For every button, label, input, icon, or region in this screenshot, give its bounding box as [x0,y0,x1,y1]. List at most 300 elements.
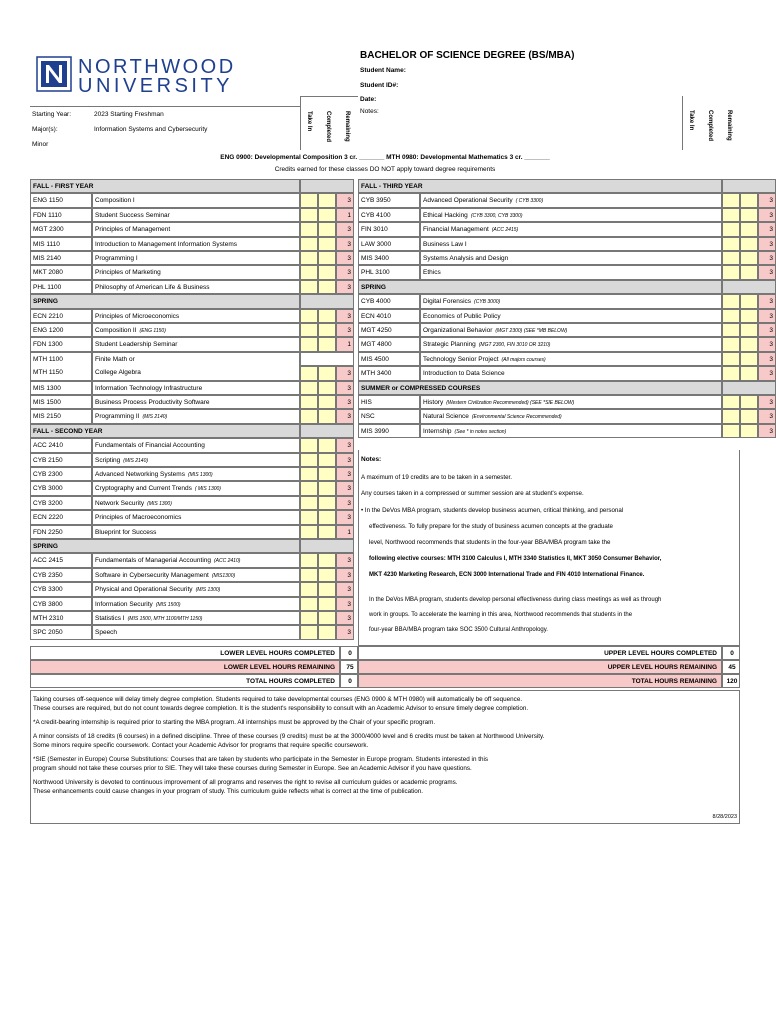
course-name [92,496,300,510]
info-block [30,106,300,150]
course-code [30,611,92,625]
remaining-credits: 3 [758,309,776,323]
notes-p2: Any courses taken in a compressed or summer session are at student's expense. [361,490,584,497]
course-code-text: FDN 2250 [33,528,63,536]
course-code-text: SPC 2050 [33,629,63,637]
remaining-credits: 3 [336,625,354,639]
course-code-text: ECN 2220 [33,514,63,522]
course-code [358,294,420,308]
take-in-cell [300,309,318,323]
lower-completed-label: LOWER LEVEL HOURS COMPLETED [30,646,340,660]
curriculum-guide [30,48,773,828]
take-in-cell [300,625,318,639]
course-code-alt: MTH 1150 [33,368,63,376]
course-code [358,208,420,222]
remaining-credits: 3 [336,251,354,265]
course-code [30,208,92,222]
course-name [420,352,722,366]
course-name [92,553,300,567]
course-code-text: CYB 4000 [361,298,391,306]
course-name-text: Ethics [423,269,441,277]
course-prereq-note: (MIS 1500, MTH 1100/MTH 1150) [127,616,203,622]
take-in-cell [300,525,318,539]
course-code-text: MTH 1100 [33,355,63,363]
remaining-credits: 3 [336,553,354,567]
course-name-text: Digital Forensics [423,298,472,306]
course-name-text: Fundamentals of Managerial Accounting [95,557,211,565]
course-name [420,366,722,380]
completed-cell [318,625,336,639]
take-in-cell [300,553,318,567]
completed-cell [740,323,758,337]
course-prereq-note: (MIS 1300) [147,500,172,507]
remaining-credits: 3 [758,352,776,366]
course-name-text: Programming I [95,255,138,262]
remaining-credits: 3 [758,251,776,265]
right-completed-header: Completed [707,110,713,142]
majors-label: Major(s): [32,126,58,133]
course-code [358,395,420,409]
course-code [30,337,92,351]
right-col-headers [682,96,740,150]
remaining-credits: 3 [336,453,354,467]
course-name-text: Systems Analysis and Design [423,255,509,262]
notes-box [358,450,740,646]
take-in-cell [300,510,318,524]
course-code-text: CYB 3000 [33,485,63,493]
course-name [92,280,300,294]
remaining-credits: 3 [336,568,354,582]
course-name [92,568,300,582]
course-code [30,525,92,539]
completed-cell [318,265,336,279]
course-code-text: CYB 2150 [33,456,63,464]
completed-cell [318,409,336,423]
take-in-cell [722,424,740,438]
take-in-cell [300,237,318,251]
completed-cell [740,251,758,265]
completed-cell [318,438,336,452]
notes-p3-l4: MKT 4230 Marketing Research, ECN 3000 International Trade and FIN 4010 International Finance. [369,572,645,578]
course-name-text: Blueprint for Success [95,528,157,536]
left-completed-header: Completed [325,111,331,143]
course-prereq-note: (MIS 1300) [187,472,213,478]
course-name [92,467,300,481]
course-name-text: Principles of Marketing [95,269,161,277]
notes-p4-l0: In the DeVos MBA program, students develop personal effectiveness during class meetings as well as through [369,597,662,603]
lower-remaining-value: 75 [340,660,358,674]
course-code-text: FDN 1300 [33,341,63,349]
take-in-cell [300,208,318,222]
course-name [420,251,722,265]
course-code-text: MTH 2310 [33,615,64,622]
footer-line-8: These enhancements could cause changes in your program of study. This curriculum guide reflects what is correct at the time of publication. [33,788,424,795]
course-name [92,525,300,539]
course-code-text: ENG 1150 [33,197,63,205]
course-code [30,597,92,611]
course-name-text: Composition II [95,327,137,334]
starting-year-value: 2023 Starting Freshman [94,111,164,118]
course-prereq-note: (Western Civilization Recommended) (SEE *SIE BELOW) [446,400,575,406]
course-name [92,395,300,409]
course-name-text: Composition I [95,197,135,205]
footer-line-3: A minor consists of 18 credits (6 courses) in a defined discipline. Three of these courses (9 credits) must be at the 3000/4000 level and 6 credits must be taken at Northwood University. [33,733,545,740]
completed-cell [318,611,336,625]
course-code [358,323,420,337]
student-name-label: Student Name: [360,67,406,74]
course-name-text: Philosophy of American Life & Business [95,283,210,291]
course-code [358,222,420,236]
take-in-cell [722,237,740,251]
course-code [358,251,420,265]
credits-note-line: Credits earned for these classes DO NOT apply toward degree requirements [274,166,496,173]
remaining-credits: 3 [758,424,776,438]
course-name [420,409,722,423]
right-take-in-header: Take In [688,110,694,131]
completed-cell [318,467,336,481]
footer-line-4: Some minors require specific coursework. Contact your Academic Advisor for programs that require specific coursework. [33,742,369,749]
course-prereq-note: (MGT 2300) (SEE *MB BELOW) [495,328,568,334]
completed-cell [318,381,336,395]
course-name [92,352,300,381]
course-prereq-note: (MIS1300) [211,572,236,579]
course-name-text: Cryptography and Current Trends [95,485,192,493]
footer-line-1: These courses are required, but do not count towards degree completion. It is the student's responsibility to consult with an Academic Advisor to ensure timely degree completion. [33,705,529,712]
course-prereq-note: (MIS 1500) [155,601,181,608]
course-code-text: CYB 3300 [33,586,63,594]
take-in-cell [300,611,318,625]
course-code-text: PHL 1100 [33,283,62,291]
notes-p1: A maximum of 19 credits are to be taken in a semester. [361,474,512,481]
course-code-text: MKT 2080 [33,269,63,277]
total-completed-value: 0 [340,674,358,688]
course-name-text: Fundamentals of Financial Accounting [95,442,205,450]
take-in-cell [722,309,740,323]
course-name-text: Principles of Macroeconomics [95,514,182,522]
completed-cell [318,280,336,294]
remaining-credits: 3 [336,222,354,236]
course-name-text: Natural Science [423,413,469,421]
lower-remaining-label: LOWER LEVEL HOURS REMAINING [30,660,340,674]
course-code-text: MIS 3990 [361,427,389,435]
completed-cell [318,366,336,380]
blank-cell [300,352,354,366]
course-prereq-note: (MGT 2300, FIN 3010 OR 3210) [478,342,551,349]
right-section-title-fill [722,179,776,193]
course-code-text: MIS 4500 [361,355,389,363]
starting-year-label: Starting Year: [32,111,72,118]
course-name-text: Organizational Behavior [423,327,493,334]
course-prereq-note: ( CYB 3300) [515,198,544,205]
completed-cell [318,481,336,495]
course-code-text: CYB 3800 [33,600,63,608]
course-code-text: MIS 1110 [33,240,60,248]
completed-cell [318,309,336,323]
completed-cell [318,510,336,524]
left-section-title-fill [300,424,354,438]
remaining-credits: 3 [758,337,776,351]
course-code-text: ACC 2415 [33,557,63,565]
course-code-text: FIN 3010 [361,226,388,234]
date-label: Date: [360,96,377,103]
course-code-text: ECN 4010 [361,312,391,320]
take-in-cell [722,337,740,351]
right-section-title-fill [722,381,776,395]
course-name [92,323,300,337]
notes-p3-l2: level, Northwood recommends that students in the four-year BBA/MBA program take the [369,539,611,546]
completed-cell [740,222,758,236]
take-in-cell [722,409,740,423]
course-name-text: Economics of Public Policy [423,312,501,320]
course-name-text: Programming II [95,413,140,421]
course-code [30,222,92,236]
course-name-text: Ethical Hacking [423,211,468,219]
completed-cell [318,525,336,539]
course-name [92,438,300,452]
right-section-title: SPRING [358,280,722,294]
course-prereq-note: (ENG 1150) [139,328,166,334]
course-code [358,409,420,423]
left-section-title-fill [300,539,354,553]
completed-cell [318,193,336,207]
right-section-title: FALL - THIRD YEAR [358,179,722,193]
course-code [358,424,420,438]
completed-cell [318,582,336,596]
course-name [92,222,300,236]
course-name [420,424,722,438]
course-code [358,366,420,380]
completed-cell [318,453,336,467]
course-name [420,265,722,279]
course-prereq-note: (MIS 2140) [142,414,168,421]
left-section-title: FALL - FIRST YEAR [30,179,300,193]
take-in-cell [300,323,318,337]
course-name-text: History [423,399,444,406]
course-name-text: Statistics I [95,615,125,622]
course-code [30,625,92,639]
upper-remaining-label: UPPER LEVEL HOURS REMAINING [358,660,722,674]
course-code-text: MTH 3400 [361,370,392,378]
course-name [420,323,722,337]
course-code [30,280,92,294]
remaining-credits: 3 [758,237,776,251]
remaining-credits: 3 [336,409,354,423]
northwood-emblem-icon [36,56,72,92]
remaining-credits: 3 [336,510,354,524]
course-name-text: Business Process Productivity Software [95,399,210,406]
course-name-text: Technology Senior Project [423,355,499,363]
course-code [30,510,92,524]
course-name [92,582,300,596]
course-name [92,597,300,611]
completed-cell [318,597,336,611]
completed-cell [318,395,336,409]
remaining-credits: 3 [336,481,354,495]
notes-p4-l1: work in groups. To accelerate the learning in this area, Northwood recommends that students in the [369,612,633,618]
left-section-title-fill [300,294,354,308]
course-name [92,251,300,265]
course-name [420,337,722,351]
take-in-cell [300,438,318,452]
take-in-cell [722,294,740,308]
completed-cell [318,251,336,265]
course-name [92,409,300,423]
remaining-credits: 3 [336,381,354,395]
course-name-text: Principles of Microeconomics [95,312,180,320]
remaining-credits: 3 [336,323,354,337]
completed-cell [740,424,758,438]
take-in-cell [300,409,318,423]
course-name-text: Introduction to Management Information Systems [95,240,237,248]
course-name [92,481,300,495]
course-name-text: Introduction to Data Science [423,370,505,378]
completed-cell [740,294,758,308]
course-name [92,453,300,467]
course-name [92,611,300,625]
take-in-cell [300,251,318,265]
take-in-cell [300,582,318,596]
take-in-cell [300,381,318,395]
take-in-cell [300,280,318,294]
course-name-text: Physical and Operational Security [95,586,193,594]
completed-cell [740,409,758,423]
take-in-cell [300,337,318,351]
course-prereq-note: (MIS 2140) [123,457,149,464]
course-name-text: Financial Management [423,226,489,234]
right-remaining-header: Remaining [726,110,732,141]
course-code [30,395,92,409]
course-code [30,568,92,582]
take-in-cell [300,481,318,495]
completed-cell [318,237,336,251]
course-name [92,625,300,639]
remaining-credits: 3 [336,193,354,207]
course-code [358,237,420,251]
footer-line-2: *A credit-bearing internship is required prior to starting the MBA program. All internships must be approved by the Chair of your specific program. [33,719,436,726]
course-name-text: Student Leadership Seminar [95,341,178,349]
student-id-label: Student ID#: [360,82,399,89]
course-name [92,510,300,524]
majors-value: Information Systems and Cybersecurity [94,126,208,133]
left-take-in-header: Take In [306,111,312,132]
notes-title: Notes: [361,456,382,463]
course-name-text: Principles of Management [95,226,171,234]
course-prereq-note: (All majors courses) [501,356,546,363]
total-completed-label: TOTAL HOURS COMPLETED [30,674,340,688]
take-in-cell [300,597,318,611]
remaining-credits: 3 [336,438,354,452]
take-in-cell [722,265,740,279]
upper-completed-value: 0 [722,646,740,660]
completed-cell [318,208,336,222]
remaining-credits: 3 [336,309,354,323]
completed-cell [318,323,336,337]
take-in-cell [722,366,740,380]
take-in-cell [722,222,740,236]
header-notes-label: Notes: [360,108,379,115]
course-code-text: CYB 2300 [33,471,63,478]
take-in-cell [300,467,318,481]
take-in-cell [722,193,740,207]
course-prereq-note: (CYB 3300, CYB 3300) [470,212,523,219]
course-code [30,251,92,265]
course-code-text: MIS 1500 [33,399,61,406]
remaining-credits: 3 [758,323,776,337]
course-code-text: CYB 3950 [361,197,391,205]
course-code-text: ENG 1200 [33,327,64,334]
take-in-cell [722,323,740,337]
footer-line-5: *SIE (Semester in Europe) Course Substitutions: Courses that are taken by students who participate in the Semester in Europe program. Students interested in this [33,756,489,763]
course-code [30,309,92,323]
completed-cell [740,352,758,366]
remaining-credits: 3 [758,409,776,423]
notes-p3-l1: effectiveness. To fully prepare for the study of business acumen concepts at the graduate [369,523,613,530]
course-code-text: MGT 2300 [33,226,64,234]
course-code-text: HIS [361,399,372,406]
course-code-text: MGT 4800 [361,341,392,349]
course-name-text: Finite Math or [95,355,135,363]
right-section-title-fill [722,280,776,294]
course-code [358,309,420,323]
course-code [358,337,420,351]
course-name [420,395,722,409]
remaining-credits: 3 [336,366,354,380]
remaining-credits: 3 [758,395,776,409]
footer-line-0: Taking courses off-sequence will delay timely degree completion. Students required to take developmental courses (ENG 0900 & MTH 0980) will automatically be off sequence. [33,696,523,703]
take-in-cell [300,395,318,409]
remaining-credits: 3 [336,496,354,510]
course-name [420,237,722,251]
course-code-text: FDN 1110 [33,211,62,219]
left-section-title: SPRING [30,539,300,553]
course-code [358,193,420,207]
course-code-text: MIS 3400 [361,255,389,262]
completed-cell [318,222,336,236]
course-name [92,193,300,207]
course-code-text: ACC 2410 [33,442,63,450]
left-col-headers [300,96,358,150]
course-name [420,222,722,236]
completed-cell [740,395,758,409]
course-code [30,496,92,510]
course-code [30,265,92,279]
course-code [358,265,420,279]
course-name-text: Strategic Planning [423,341,476,349]
course-name [92,309,300,323]
course-name [420,208,722,222]
completed-cell [740,309,758,323]
upper-completed-label: UPPER LEVEL HOURS COMPLETED [358,646,722,660]
right-section-title: SUMMER or COMPRESSED COURSES [358,381,722,395]
logo-line2: UNIVERSITY [78,75,234,97]
remaining-credits: 1 [336,208,354,222]
remaining-credits: 3 [758,265,776,279]
course-code [30,409,92,423]
course-prereq-note: (See * in notes section) [454,428,507,435]
course-name-text: Speech [95,629,118,637]
remaining-credits: 1 [336,525,354,539]
footer-line-6: program should not take these courses prior to SIE. They will take these courses during Semester in Europe. See an Academic Advisor if you have questions. [33,765,472,772]
remaining-credits: 3 [758,294,776,308]
remaining-credits: 3 [336,265,354,279]
course-name [420,309,722,323]
northwood-logo [36,54,276,97]
remaining-credits: 3 [758,208,776,222]
remaining-credits: 3 [336,237,354,251]
course-prereq-note: (ACC 2415) [491,227,519,234]
course-code [30,453,92,467]
left-remaining-header: Remaining [344,111,350,142]
